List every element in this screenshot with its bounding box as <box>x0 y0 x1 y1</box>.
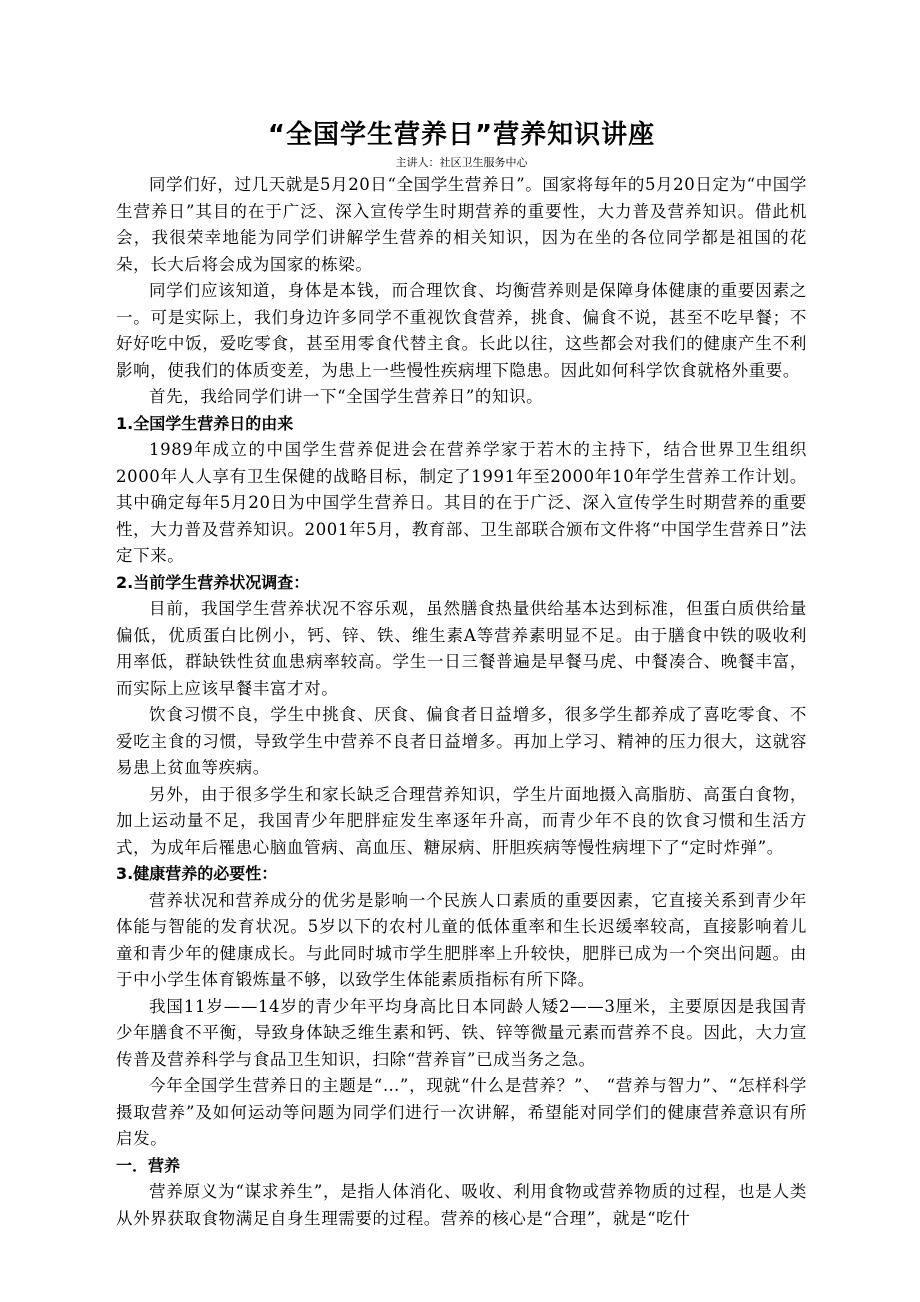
body-paragraph: 我国11岁——14岁的青少年平均身高比日本同龄人矮2——3厘米，主要原因是我国青少年膳食不平衡，导致身体缺乏维生素和钙、铁、锌等微量元素而营养不良。因此，大力宣传普及营养科学与食品卫生知识，扫除“营养盲”已成当务之急。 <box>116 996 807 1069</box>
speaker-line: 主讲人：社区卫生服务中心 <box>395 156 528 169</box>
body-paragraph: 1989年成立的中国学生营养促进会在营养学家于若木的主持下，结合世界卫生组织2000年人人享有卫生保健的战略目标，制定了1991年至2000年10年学生营养工作计划。其中确定每年5月20日为中国学生营养日。其目的在于广泛、深入宣传学生时期营养的重要性，大力普及营养知识。2001年5月，教育部、卫生部联合颁布文件将“中国学生营养日”法定下来。 <box>116 440 807 565</box>
intro-paragraph: 同学们应该知道，身体是本钱，而合理饮食、均衡营养则是保障身体健康的重要因素之 一。可是实际上，我们身边许多同学不重视饮食营养，挑食、偏食不说，甚至不吃早餐；不好好吃中饭，爱吃零食，甚至用零食代替主食。长此以往，这些都会对我们的健康产生不利影响，使我们的体质变差，为患上一些慢性疾病埋下隐患。因此如何科学饮食就格外重要。 <box>116 281 807 380</box>
body-paragraph: 目前，我国学生营养状况不容乐观，虽然膳食热量供给基本达到标准，但蛋白质供给量偏低，优质蛋白比例小，钙、锌、铁、维生素A等营养素明显不足。由于膳食中铁的吸收利用率低，群缺铁性贫血患病率较高。学生一日三餐普遍是早餐马虎、中餐凑合、晚餐丰富，而实际上应该早餐丰富才对。 <box>116 599 807 698</box>
body-paragraph: 营养状况和营养成分的优劣是影响一个民族人口素质的重要因素，它直接关系到青少年体能与智能的发育状况。5岁以下的农村儿童的低体重率和生长迟缓率较高，直接影响着儿童和青少年的健康成长。与此同时城市学生肥胖率上升较快，肥胖已成为一个突出问题。由于中小学生体育锻炼量不够，以致学生体能素质指标有所下降。 <box>116 890 807 989</box>
intro-paragraph: 同学们好，过几天就是5月20日“全国学生营养日”。国家将每年的5月20日定为“中国学生营养日”其目的在于广泛、深入宣传学生时期营养的重要性，大力普及营养知识。借此机会，我很荣幸地能为同学们讲解学生营养的相关知识，因为在坐的各位同学都是祖国的花朵，长大后将会成为国家的栋梁。 <box>116 175 807 274</box>
body-paragraph: 今年全国学生营养日的主题是“…”，现就“什么是营养？”、 “营养与智力”、“怎样科学摄取营养”及如何运动等问题为同学们进行一次讲解，希望能对同学们的健康营养意识有所启发。 <box>116 1076 807 1148</box>
document-title: “全国学生营养日”营养知识讲座 <box>267 120 656 150</box>
section-heading-origin: 1.全国学生营养日的由来 <box>116 413 294 433</box>
body-paragraph: 饮食习惯不良，学生中挑食、厌食、偏食者日益增多，很多学生都养成了喜吃零食、不爱吃主食的习惯，导致学生中营养不良者日益增多。再加上学习、精神的压力很大，这就容易患上贫血等疾病。 <box>116 705 807 777</box>
section-heading-survey: 2.当前学生营养状况调查： <box>116 572 310 592</box>
section-heading-nutrition: 一．营养 <box>116 1155 181 1175</box>
intro-paragraph: 首先，我给同学们讲一下“全国学生营养日”的知识。 <box>149 387 544 406</box>
body-paragraph: 营养原义为“谋求养生”，是指人体消化、吸收、利用食物或营养物质的过程，也是人类从外界获取食物满足自身生理需要的过程。营养的核心是“合理”，就是“吃什 <box>116 1182 807 1228</box>
section-heading-necessity: 3.健康营养的必要性： <box>116 864 278 883</box>
body-paragraph: 另外，由于很多学生和家长缺乏合理营养知识，学生片面地摄入高脂肪、高蛋白食物，加上运动量不足，我国青少年肥胖症发生率逐年升高，而青少年不良的饮食习惯和生活方式，为成年后罹患心脑血管病、高血压、糖尿病、肝胆疾病等慢性病埋下了“定时炸弹”。 <box>116 784 807 857</box>
